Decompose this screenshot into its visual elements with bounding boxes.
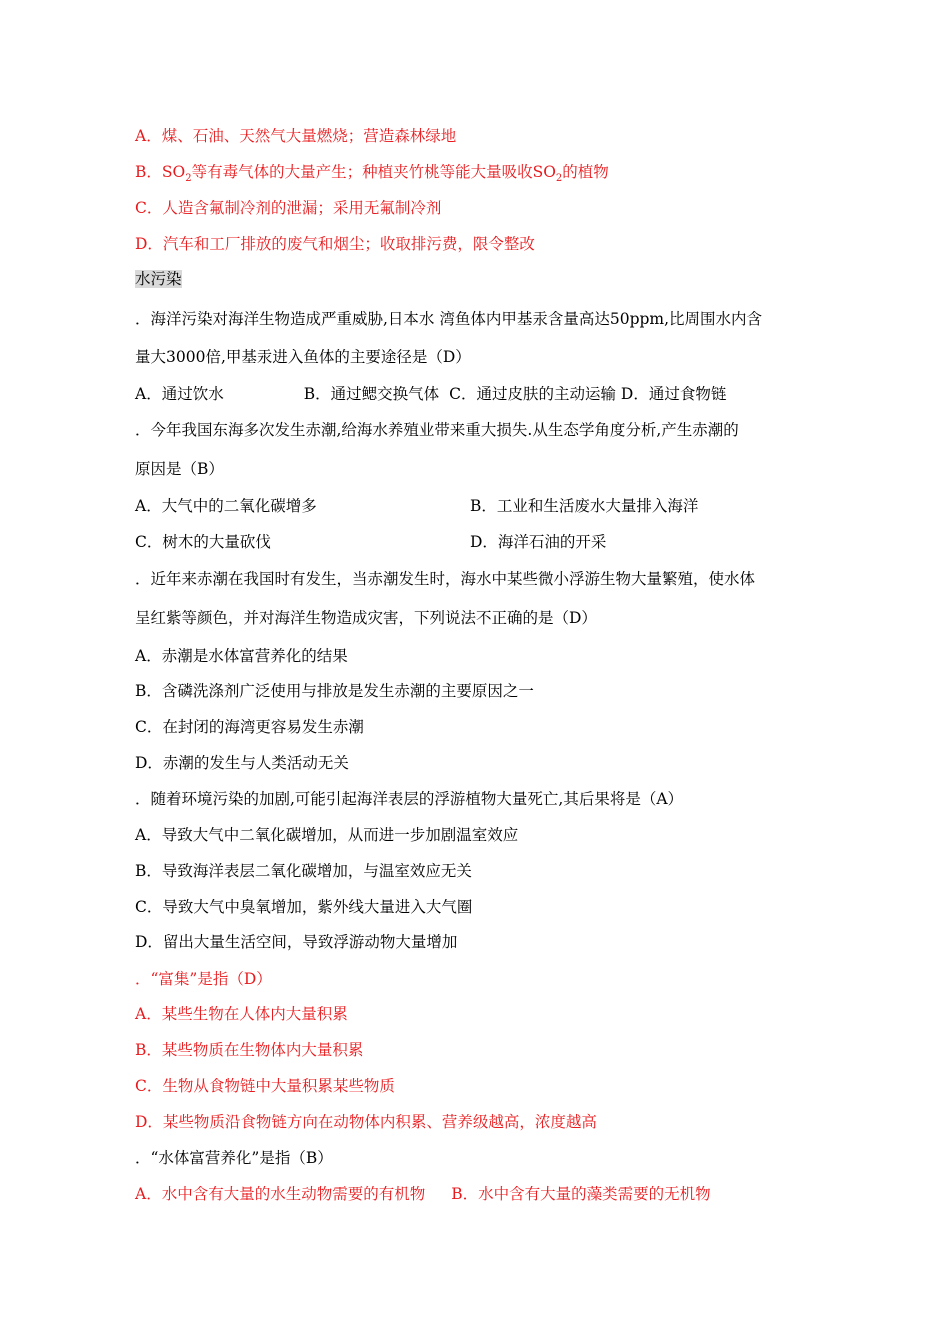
q4-option-d: D．留出大量生活空间，导致浮游动物大量增加	[135, 933, 458, 951]
prev-option-b-part2: 等有毒气体的大量产生；种植夹竹桃等能大量吸收SO	[191, 163, 556, 181]
prev-option-b-part1: B．SO	[135, 163, 186, 181]
section-title-text: 水污染	[135, 270, 182, 288]
q2-option-b: B．工业和生活废水大量排入海洋	[470, 497, 699, 515]
q4-stem: ．随着环境污染的加剧,可能引起海洋表层的浮游植物大量死亡,其后果将是（A）	[135, 790, 684, 808]
q3-option-b: B．含磷洗涤剂广泛使用与排放是发生赤潮的主要原因之一	[135, 682, 534, 700]
prev-option-c: C．人造含氟制冷剂的泄漏；采用无氟制冷剂	[135, 199, 442, 217]
q6-options	[135, 1183, 711, 1205]
q3-stem-line1: ．近年来赤潮在我国时有发生，当赤潮发生时，海水中某些微小浮游生物大量繁殖，使水体	[135, 570, 756, 588]
q6-option-a: A．水中含有大量的水生动物需要的有机物	[135, 1185, 426, 1203]
q5-option-d: D．某些物质沿食物链方向在动物体内积累、营养级越高，浓度越高	[135, 1113, 597, 1131]
q1-option-b: B．通过鳃交换气体	[303, 385, 440, 403]
q2-stem-line1: ．今年我国东海多次发生赤潮,给海水养殖业带来重大损失.从生态学角度分析,产生赤潮的	[135, 421, 739, 439]
q4-option-b: B．导致海洋表层二氧化碳增加，与温室效应无关	[135, 862, 472, 880]
subscript-2: 2	[555, 173, 563, 185]
prev-option-a: A．煤、石油、天然气大量燃烧；营造森林绿地	[135, 127, 457, 145]
q2-option-d: D．海洋石油的开采	[470, 533, 607, 551]
q4-option-c: C．导致大气中臭氧增加，紫外线大量进入大气圈	[135, 898, 473, 916]
q2-option-a: A．大气中的二氧化碳增多	[135, 497, 317, 515]
q4-option-a: A．导致大气中二氧化碳增加，从而进一步加剧温室效应	[135, 826, 519, 844]
prev-option-b-part3: 的植物	[562, 163, 609, 181]
q6-stem: ．“水体富营养化”是指（B）	[135, 1149, 333, 1167]
q3-option-d: D．赤潮的发生与人类活动无关	[135, 754, 349, 772]
q2-option-c: C．树木的大量砍伐	[135, 533, 271, 551]
section-title	[135, 268, 182, 290]
q2-options-row2	[135, 531, 607, 553]
q5-stem: ．“富集”是指（D）	[135, 970, 272, 988]
q1-option-cd: C．通过皮肤的主动运输 D．通过食物链	[449, 385, 727, 403]
q6-option-b: B．水中含有大量的藻类需要的无机物	[451, 1185, 711, 1203]
q1-stem-line1: ．海洋污染对海洋生物造成严重威胁,日本水 湾鱼体内甲基汞含量高达50ppm,比周围水内含	[135, 310, 763, 328]
q2-stem-line2: 原因是（B）	[135, 460, 224, 478]
q3-option-c: C．在封闭的海湾更容易发生赤潮	[135, 718, 364, 736]
q1-stem-line2: 量大3000倍,甲基汞进入鱼体的主要途径是（D）	[135, 348, 471, 366]
q2-options-row1	[135, 495, 699, 517]
subscript-2: 2	[185, 173, 192, 185]
q3-stem-line2: 呈红紫等颜色，并对海洋生物造成灾害，下列说法不正确的是（D）	[135, 609, 597, 627]
q1-options	[135, 383, 726, 405]
q5-option-c: C．生物从食物链中大量积累某些物质	[135, 1077, 395, 1095]
q5-option-a: A．某些生物在人体内大量积累	[135, 1005, 348, 1023]
q1-option-a: A．通过饮水	[135, 385, 224, 403]
q3-option-a: A．赤潮是水体富营养化的结果	[135, 647, 348, 665]
prev-option-d: D．汽车和工厂排放的废气和烟尘；收取排污费，限令整改	[135, 235, 535, 253]
q5-option-b: B．某些物质在生物体内大量积累	[135, 1041, 364, 1059]
prev-option-b	[135, 161, 609, 190]
